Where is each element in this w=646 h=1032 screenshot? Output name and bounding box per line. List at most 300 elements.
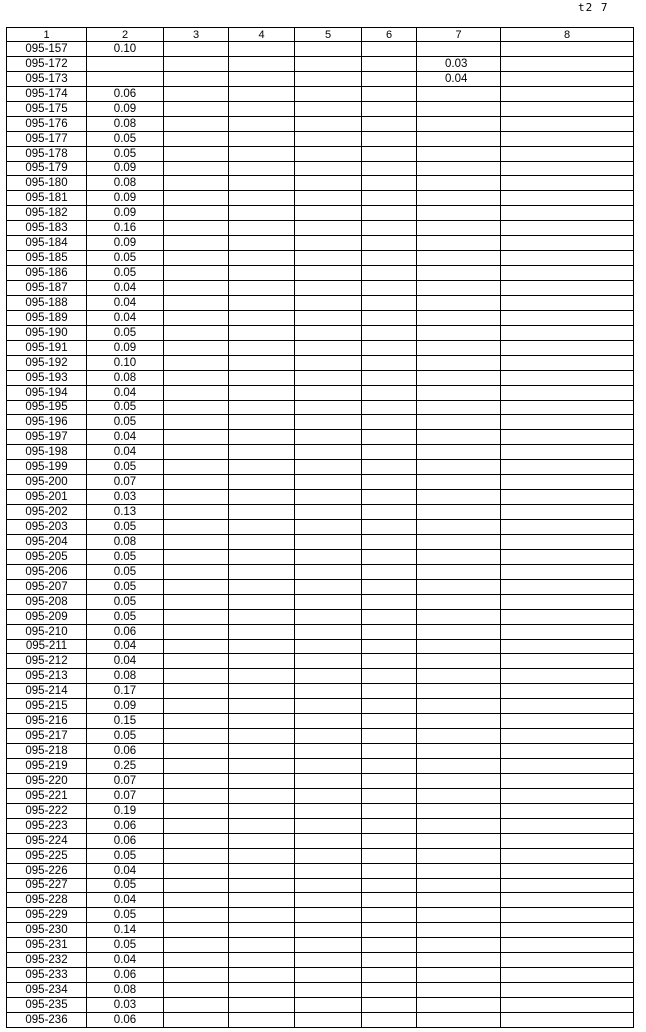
value-cell [164,281,229,296]
value-cell [229,71,295,86]
table-row [7,520,634,535]
value-cell [362,490,417,505]
value-cell [229,818,295,833]
value-cell [362,579,417,594]
sample-id-cell: 095-230 [7,923,87,938]
value-cell [295,236,362,251]
value-cell [87,56,164,71]
value-cell [229,699,295,714]
table-row [7,549,634,564]
value-cell [501,400,634,415]
value-cell [229,251,295,266]
value-cell [501,116,634,131]
table-row [7,490,634,505]
sample-id-cell: 095-210 [7,624,87,639]
value-cell [229,669,295,684]
value-cell: 0.17 [87,684,164,699]
value-cell [417,744,501,759]
value-cell [164,131,229,146]
value-cell [362,773,417,788]
value-cell [362,684,417,699]
value-cell [501,295,634,310]
value-cell [229,236,295,251]
value-cell [417,505,501,520]
value-cell [164,549,229,564]
data-table [6,27,634,1028]
value-cell [229,415,295,430]
value-cell [362,848,417,863]
value-cell [417,953,501,968]
value-cell [362,86,417,101]
sample-id-cell: 095-213 [7,669,87,684]
value-cell [501,56,634,71]
value-cell [501,564,634,579]
value-cell: 0.03 [87,998,164,1013]
table-row [7,968,634,983]
value-cell [164,729,229,744]
value-cell [295,788,362,803]
sample-id-cell: 095-235 [7,998,87,1013]
sample-id-cell: 095-176 [7,116,87,131]
value-cell: 0.04 [87,281,164,296]
value-cell [417,624,501,639]
column-header: 6 [362,28,417,42]
value-cell [417,803,501,818]
table-row [7,385,634,400]
value-cell: 0.05 [87,609,164,624]
table-row [7,729,634,744]
value-cell: 0.09 [87,161,164,176]
value-cell: 0.16 [87,221,164,236]
value-cell [229,983,295,998]
value-cell [229,639,295,654]
value-cell [362,385,417,400]
value-cell [295,968,362,983]
value-cell [417,729,501,744]
value-cell [417,684,501,699]
value-cell [501,221,634,236]
value-cell [229,863,295,878]
sample-id-cell: 095-187 [7,281,87,296]
sample-id-cell: 095-224 [7,833,87,848]
value-cell [229,206,295,221]
value-cell [295,729,362,744]
sample-id-cell: 095-197 [7,430,87,445]
value-cell [362,445,417,460]
value-cell [164,460,229,475]
value-cell [417,773,501,788]
value-cell [295,475,362,490]
sample-id-cell: 095-182 [7,206,87,221]
value-cell [164,370,229,385]
value-cell [501,848,634,863]
value-cell [417,400,501,415]
value-cell: 0.04 [87,953,164,968]
value-cell [417,639,501,654]
value-cell [417,699,501,714]
value-cell [362,355,417,370]
value-cell [295,639,362,654]
value-cell [295,803,362,818]
value-cell [362,295,417,310]
value-cell [501,191,634,206]
value-cell [229,325,295,340]
value-cell [164,818,229,833]
value-cell [501,520,634,535]
value-cell: 0.04 [87,654,164,669]
value-cell [362,266,417,281]
sample-id-cell: 095-174 [7,86,87,101]
value-cell [417,131,501,146]
value-cell [295,400,362,415]
value-cell [417,983,501,998]
sample-id-cell: 095-227 [7,878,87,893]
value-cell [417,863,501,878]
value-cell [501,818,634,833]
value-cell: 0.06 [87,833,164,848]
value-cell [295,430,362,445]
value-cell [501,86,634,101]
table-row [7,370,634,385]
value-cell [295,251,362,266]
value-cell [417,325,501,340]
value-cell [417,1012,501,1027]
value-cell [362,818,417,833]
value-cell [295,56,362,71]
value-cell [164,430,229,445]
value-cell [501,385,634,400]
sample-id-cell: 095-199 [7,460,87,475]
table-row [7,310,634,325]
value-cell [417,609,501,624]
value-cell [362,863,417,878]
value-cell [501,131,634,146]
value-cell [229,684,295,699]
value-cell [229,430,295,445]
value-cell [501,878,634,893]
value-cell [501,206,634,221]
value-cell: 0.05 [87,146,164,161]
value-cell: 0.08 [87,370,164,385]
value-cell: 0.05 [87,549,164,564]
value-cell [417,281,501,296]
value-cell [417,340,501,355]
value-cell [362,460,417,475]
sample-id-cell: 095-217 [7,729,87,744]
value-cell [229,908,295,923]
sample-id-cell: 095-214 [7,684,87,699]
value-cell [295,848,362,863]
value-cell: 0.06 [87,1012,164,1027]
value-cell [295,460,362,475]
value-cell [229,714,295,729]
value-cell [295,534,362,549]
value-cell [362,1012,417,1027]
value-cell [417,86,501,101]
value-cell: 0.05 [87,878,164,893]
table-row [7,744,634,759]
table-row [7,251,634,266]
sample-id-cell: 095-209 [7,609,87,624]
value-cell [164,714,229,729]
value-cell [229,191,295,206]
value-cell [362,430,417,445]
value-cell [501,863,634,878]
value-cell [362,400,417,415]
value-cell [229,56,295,71]
value-cell [362,968,417,983]
value-cell [164,654,229,669]
value-cell [164,86,229,101]
table-row [7,878,634,893]
value-cell [229,505,295,520]
value-cell [295,520,362,535]
value-cell [295,893,362,908]
value-cell: 0.07 [87,475,164,490]
value-cell [164,221,229,236]
table-row [7,624,634,639]
value-cell [501,923,634,938]
value-cell [295,101,362,116]
table-row [7,415,634,430]
table-row [7,460,634,475]
sample-id-cell: 095-191 [7,340,87,355]
value-cell: 0.05 [87,594,164,609]
table-row [7,71,634,86]
sample-id-cell: 095-172 [7,56,87,71]
value-cell [362,549,417,564]
table-row [7,221,634,236]
value-cell: 0.05 [87,400,164,415]
value-cell [417,42,501,57]
sample-id-cell: 095-233 [7,968,87,983]
value-cell [164,564,229,579]
value-cell [295,579,362,594]
value-cell: 0.13 [87,505,164,520]
sample-id-cell: 095-212 [7,654,87,669]
value-cell [295,759,362,774]
value-cell [362,505,417,520]
value-cell [164,759,229,774]
value-cell [229,310,295,325]
value-cell: 0.03 [417,56,501,71]
value-cell: 0.05 [87,848,164,863]
value-cell: 0.07 [87,788,164,803]
value-cell [164,101,229,116]
value-cell: 0.06 [87,818,164,833]
value-cell [417,415,501,430]
value-cell [417,788,501,803]
value-cell [501,729,634,744]
table-row [7,206,634,221]
value-cell [362,56,417,71]
value-cell [362,251,417,266]
value-cell: 0.25 [87,759,164,774]
value-cell [164,445,229,460]
value-cell [417,221,501,236]
value-cell [417,564,501,579]
column-header: 5 [295,28,362,42]
value-cell [164,176,229,191]
value-cell [164,310,229,325]
table-row [7,146,634,161]
value-cell [362,131,417,146]
table-row [7,86,634,101]
value-cell [362,71,417,86]
value-cell [501,938,634,953]
value-cell [295,490,362,505]
sample-id-cell: 095-200 [7,475,87,490]
value-cell [501,340,634,355]
value-cell [417,445,501,460]
value-cell [417,251,501,266]
value-cell [362,953,417,968]
value-cell [295,624,362,639]
value-cell [417,460,501,475]
value-cell: 0.06 [87,968,164,983]
value-cell [501,415,634,430]
value-cell: 0.04 [87,385,164,400]
value-cell [417,833,501,848]
value-cell [164,42,229,57]
value-cell: 0.08 [87,534,164,549]
value-cell [164,295,229,310]
value-cell [164,938,229,953]
table-row [7,56,634,71]
table-row [7,803,634,818]
value-cell [229,759,295,774]
value-cell [501,42,634,57]
value-cell: 0.04 [417,71,501,86]
sample-id-cell: 095-215 [7,699,87,714]
value-cell [295,325,362,340]
sample-id-cell: 095-157 [7,42,87,57]
value-cell: 0.04 [87,863,164,878]
value-cell [362,639,417,654]
value-cell [362,983,417,998]
value-cell [362,176,417,191]
value-cell [229,176,295,191]
value-cell [295,878,362,893]
value-cell [229,938,295,953]
value-cell [229,101,295,116]
value-cell [501,594,634,609]
value-cell [362,191,417,206]
value-cell [417,310,501,325]
sample-id-cell: 095-229 [7,908,87,923]
sample-id-cell: 095-236 [7,1012,87,1027]
value-cell: 0.15 [87,714,164,729]
value-cell [295,86,362,101]
sample-id-cell: 095-208 [7,594,87,609]
value-cell [362,370,417,385]
sample-id-cell: 095-218 [7,744,87,759]
table-row [7,833,634,848]
value-cell: 0.14 [87,923,164,938]
value-cell [501,146,634,161]
sample-id-cell: 095-184 [7,236,87,251]
value-cell [501,236,634,251]
value-cell [362,878,417,893]
value-cell [417,818,501,833]
value-cell [164,251,229,266]
sample-id-cell: 095-181 [7,191,87,206]
column-header: 4 [229,28,295,42]
sample-id-cell: 095-178 [7,146,87,161]
value-cell [501,669,634,684]
column-header: 8 [501,28,634,42]
sample-id-cell: 095-207 [7,579,87,594]
sample-id-cell: 095-211 [7,639,87,654]
value-cell: 0.05 [87,579,164,594]
value-cell [164,594,229,609]
value-cell [295,654,362,669]
value-cell [501,355,634,370]
value-cell [362,564,417,579]
value-cell [229,400,295,415]
value-cell [362,923,417,938]
table-row [7,893,634,908]
value-cell [362,594,417,609]
value-cell [164,534,229,549]
value-cell [295,818,362,833]
value-cell [295,191,362,206]
value-cell [362,325,417,340]
value-cell [362,759,417,774]
column-header: 2 [87,28,164,42]
value-cell [417,355,501,370]
value-cell [295,340,362,355]
value-cell [229,131,295,146]
value-cell [229,161,295,176]
value-cell [362,788,417,803]
value-cell [362,998,417,1013]
value-cell [164,744,229,759]
value-cell: 0.19 [87,803,164,818]
value-cell [229,744,295,759]
value-cell [417,579,501,594]
value-cell [417,206,501,221]
value-cell [87,71,164,86]
sample-id-cell: 095-206 [7,564,87,579]
value-cell [417,534,501,549]
table-row [7,953,634,968]
value-cell [295,684,362,699]
value-cell: 0.09 [87,206,164,221]
value-cell: 0.05 [87,908,164,923]
value-cell [501,534,634,549]
sample-id-cell: 095-234 [7,983,87,998]
value-cell [164,191,229,206]
column-header: 1 [7,28,87,42]
value-cell: 0.07 [87,773,164,788]
value-cell [295,983,362,998]
value-cell [362,221,417,236]
value-cell [501,1012,634,1027]
value-cell [295,773,362,788]
value-cell [164,520,229,535]
value-cell [164,833,229,848]
value-cell: 0.05 [87,266,164,281]
value-cell [501,803,634,818]
value-cell [229,86,295,101]
value-cell [362,281,417,296]
value-cell [164,773,229,788]
sample-id-cell: 095-186 [7,266,87,281]
value-cell [164,579,229,594]
value-cell [417,520,501,535]
value-cell [501,310,634,325]
